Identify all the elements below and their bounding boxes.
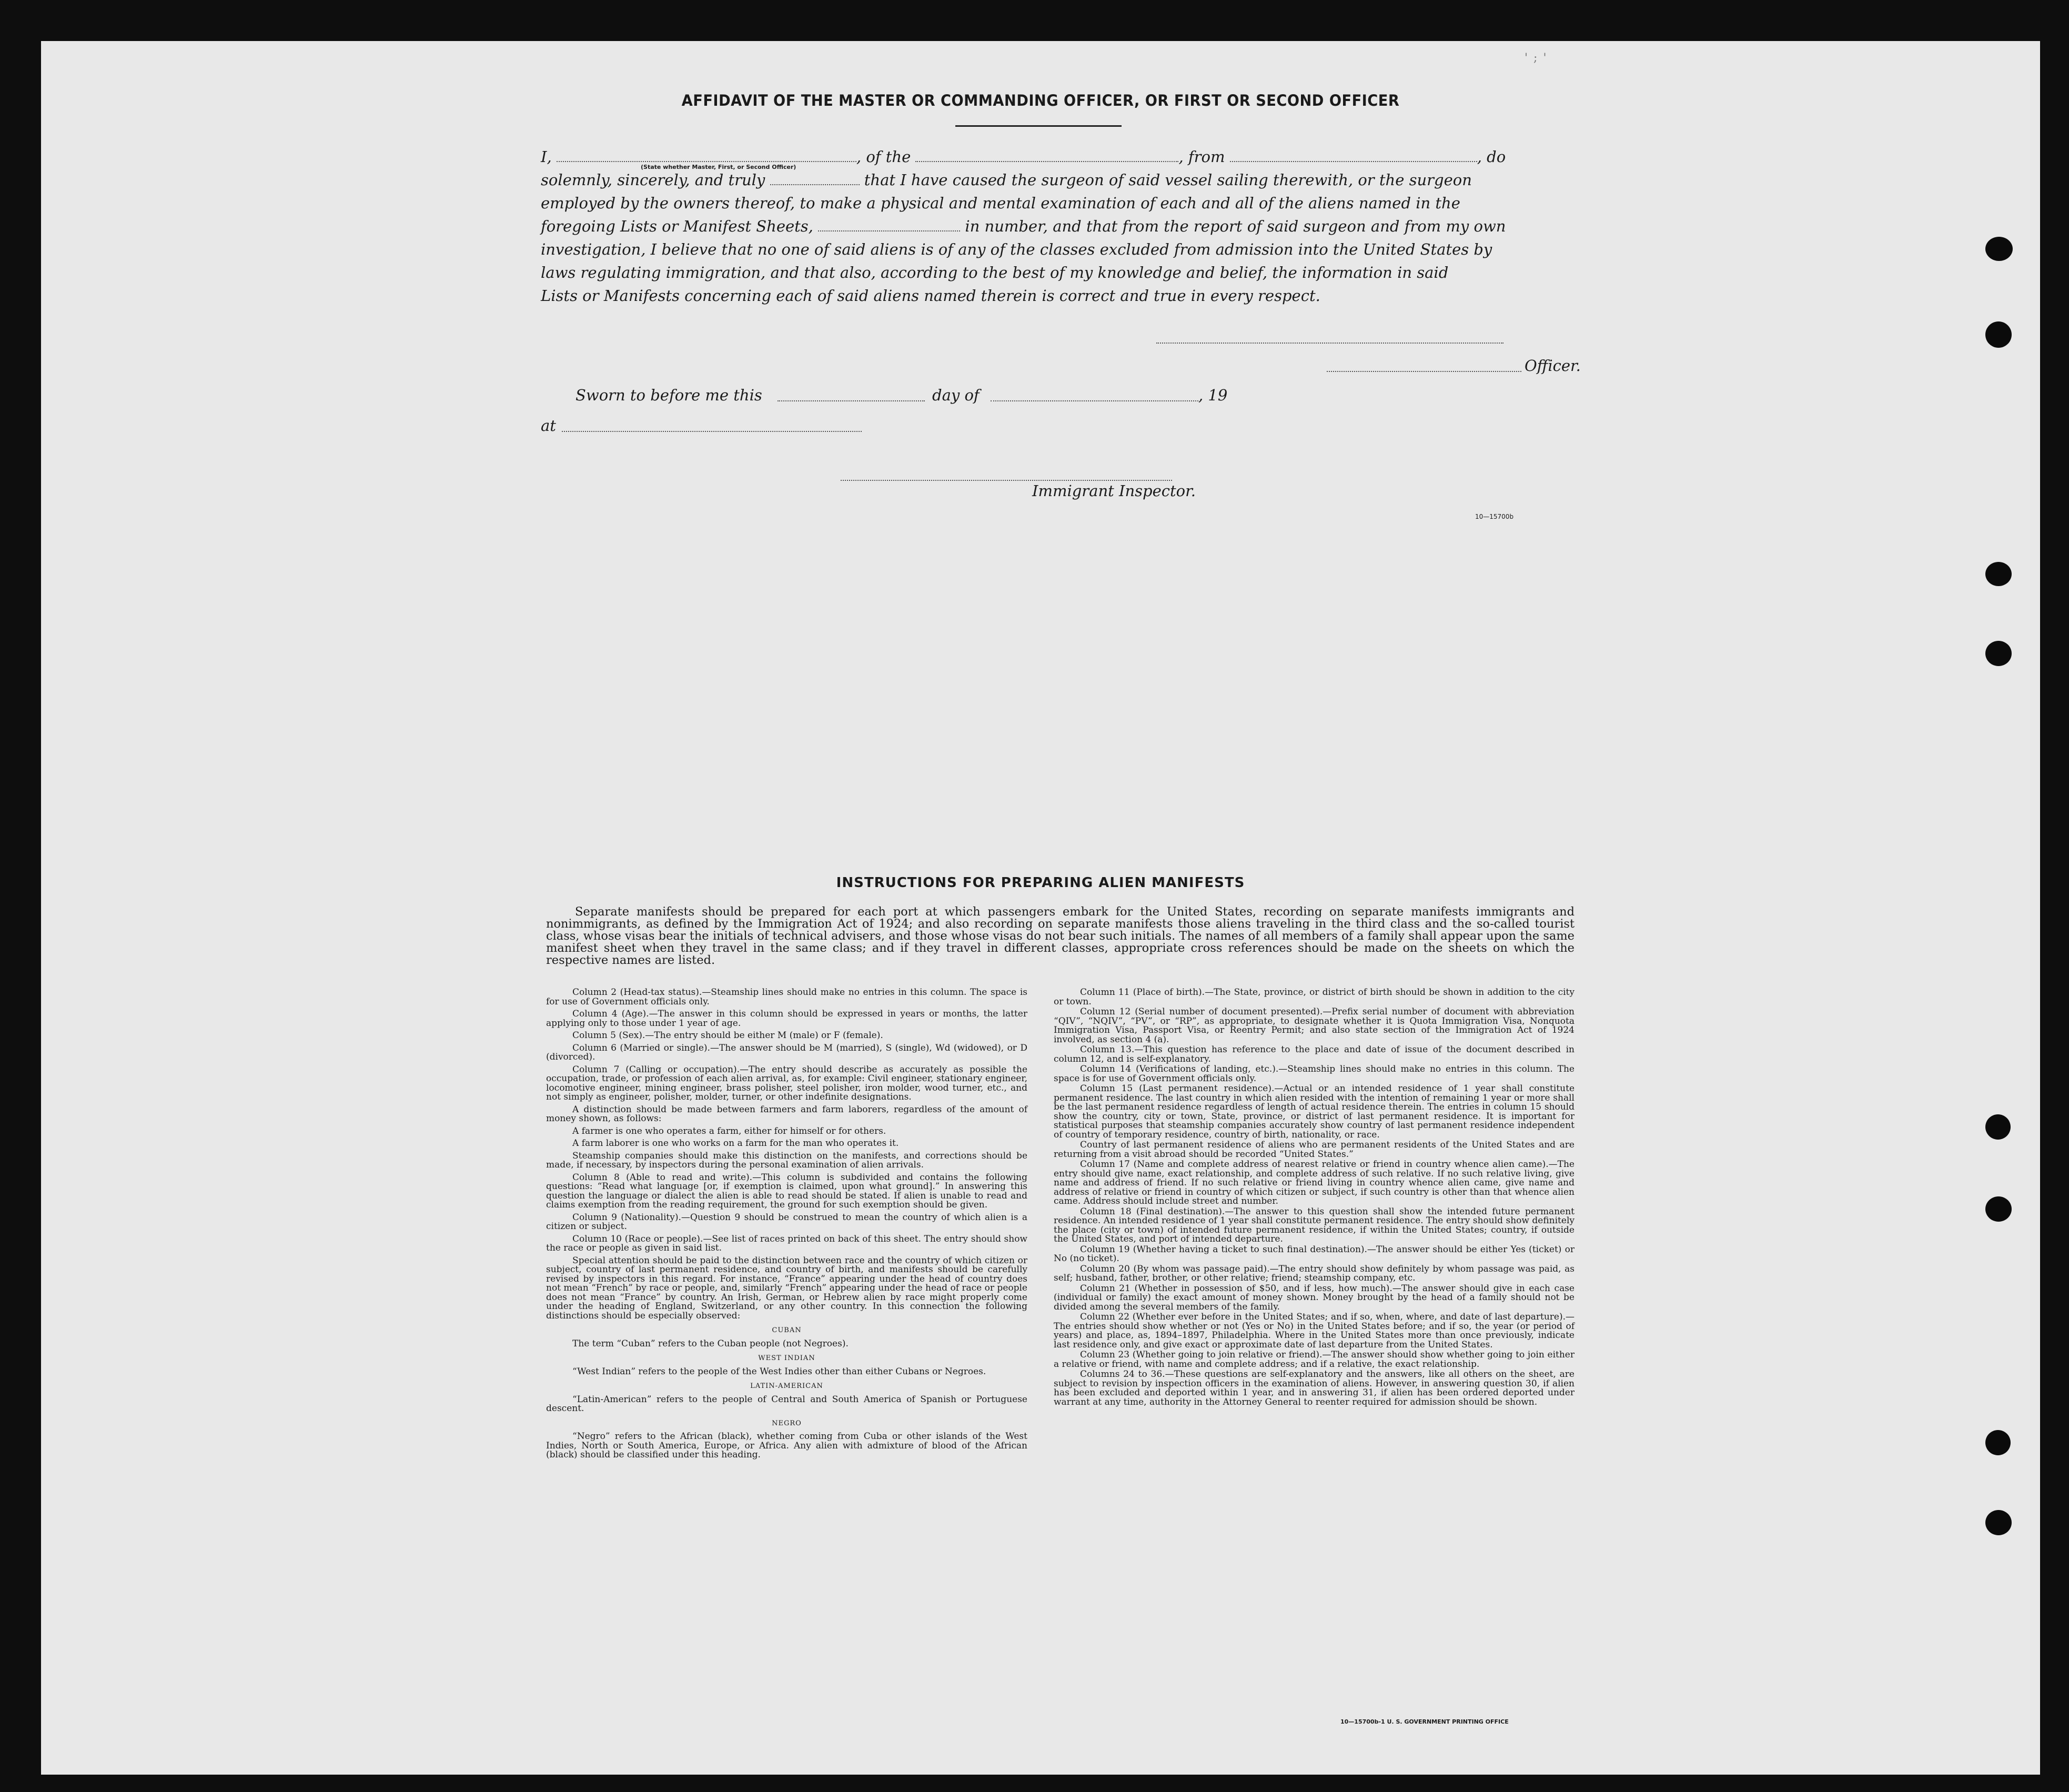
text-of-the: , of the: [856, 148, 911, 166]
instruction-paragraph: A farm laborer is one who works on a farm for the man who operates it.: [572, 1138, 899, 1149]
instruction-paragraph: Column 6 (Married or single).—The answer should be M (married), S (single), Wd (widowed), or D (divorced).: [546, 1042, 1027, 1062]
instruction-paragraph: Column 19 (Whether having a ticket to such final destination).—The answer should be either Yes (ticket) or No (no ticket).: [1054, 1244, 1575, 1264]
sworn-label: Sworn to before me this: [576, 386, 762, 404]
printing-office-footer: 10—15700b-1 U. S. GOVERNMENT PRINTING OFFICE: [1340, 1718, 1509, 1725]
affidavit-line-3: employed by the owners thereof, to make a physical and mental examination of each and all of the aliens named in the: [541, 194, 1460, 212]
text-solemnly: solemnly, sincerely, and truly: [541, 171, 765, 189]
latin-american-heading: LATIN-AMERICAN: [750, 1382, 823, 1390]
text-do: , do: [1477, 148, 1506, 166]
affidavit-line-5: investigation, I believe that no one of said aliens is of any of the classes excluded from admission into the United States by: [541, 240, 1492, 258]
instruction-paragraph: Column 18 (Final destination).—The answer to this question shall show the intended future permanent residence. An intended residence of 1 year shall constitute permanent residence. The entry should show definitely the place (city or town) of intended future permanent residence, if within the United States; country, if outside the United States, and port of intended departure.: [1054, 1206, 1575, 1244]
binder-hole: [1985, 1114, 2011, 1140]
affidavit-line-2: [541, 168, 1580, 192]
instruction-paragraph: Column 5 (Sex).—The entry should be either M (male) or F (female).: [572, 1030, 883, 1041]
binder-hole: [1985, 1430, 2011, 1455]
vessel-name-field[interactable]: [915, 148, 1178, 162]
binder-hole: [1985, 321, 2012, 348]
form-number: 10—15700b: [1475, 513, 1514, 520]
west-indian-heading: WEST INDIAN: [758, 1354, 815, 1362]
latin-american-definition: “Latin-American” refers to the people of Central and South America of Spanish or Portuguese descent.: [546, 1394, 1027, 1414]
year-prefix-label: , 19: [1198, 386, 1228, 404]
text-foregoing: foregoing Lists or Manifest Sheets,: [541, 217, 813, 235]
affidavit-title: AFFIDAVIT OF THE MASTER OR COMMANDING OFFICER, OR FIRST OR SECOND OFFICER: [681, 92, 1400, 109]
instruction-paragraph: Column 2 (Head-tax status).—Steamship lines should make no entries in this column. The space is for use of Government officials only.: [546, 987, 1027, 1007]
sworn-day-field[interactable]: [778, 400, 925, 401]
instruction-paragraph: Column 14 (Verifications of landing, etc.).—Steamship lines should make no entries in this column. The space is for use of Government officials only.: [1054, 1064, 1575, 1084]
negro-heading: NEGRO: [772, 1419, 802, 1427]
text-in-number: in number, and that from the report of said surgeon and from my own: [965, 217, 1506, 235]
west-indian-definition: “West Indian” refers to the people of the West Indies other than either Cubans or Negroes.: [572, 1366, 986, 1377]
at-label: at: [541, 417, 556, 435]
instructions-title: INSTRUCTIONS FOR PREPARING ALIEN MANIFESTS: [836, 875, 1245, 891]
instruction-paragraph: Column 12 (Serial number of document presented).—Prefix serial number of document with abbreviation “QIV”, “NQIV”, “PV”, or “RP”, as appropriate, to designate whether it is Quota Immigration Visa, Nonquota Immigration Visa, Passport Visa, or Reentry Permit; and also state section of the Immigration Act of 1924 involved, as section 4 (a).: [1054, 1006, 1575, 1045]
instruction-paragraph: Column 20 (By whom was passage paid).—The entry should show definitely by whom passage was paid, as self; husband, father, brother, or other relative; friend; steamship company, etc.: [1054, 1263, 1575, 1283]
sworn-month-field[interactable]: [991, 400, 1198, 401]
instruction-paragraph: Column 8 (Able to read and write).—This column is subdivided and contains the following questions: “Read what language [or, if exemption is claimed, upon what ground].” In answering this question the language or dialect the alien is able to read should be stated. If alien is unable to read and claims exemption from the reading requirement, the ground for such exemption should be given.: [546, 1172, 1027, 1210]
day-of-label: day of: [932, 386, 980, 404]
instruction-paragraph: A farmer is one who operates a farm, either for himself or for others.: [572, 1125, 886, 1136]
instruction-paragraph: Country of last permanent residence of aliens who are permanent residents of the United States and are returning from a visit abroad should be recorded “United States.”: [1054, 1140, 1575, 1160]
officer-rank-field[interactable]: [557, 148, 856, 162]
instruction-paragraph: Steamship companies should make this distinction on the manifests, and corrections should be made, if necessary, by inspectors during the personal examination of alien arrivals.: [546, 1150, 1027, 1170]
negro-definition: “Negro” refers to the African (black), whether coming from Cuba or other islands of the West Indies, North or South America, Europe, or Africa. Any alien with admixture of blood of the African (black) should be classified under this heading.: [546, 1431, 1027, 1460]
text-surgeon: that I have caused the surgeon of said vessel sailing therewith, or the surgeon: [864, 171, 1472, 189]
text-i: I,: [541, 148, 552, 166]
affidavit-line-7: Lists or Manifests concerning each of said aliens named therein is correct and true in every respect.: [541, 287, 1320, 305]
cuban-heading: CUBAN: [772, 1326, 802, 1334]
instruction-paragraph: Special attention should be paid to the distinction between race and the country of which citizen or subject, country of last permanent residence, and country of birth, and manifests should be carefully revised by inspectors in this regard. For instance, “France” appearing under the head of country does not mean “French” by race or people, and, similarly “French” appearing under the head of race or people does not mean “France” by country. An Irish, German, or Hebrew alien by race might properly come under the heading of England, Switzerland, or any other country. In this connection the following distinctions should be especially observed:: [546, 1255, 1027, 1321]
affidavit-line-4: [541, 215, 1580, 238]
sworn-place-field[interactable]: [562, 431, 862, 432]
instructions-intro: Separate manifests should be prepared for each port at which passengers embark for the United States, recording on separate manifests immigrants and nonimmigrants, as defined by the Immigration Act of 1924; and also recording on separate manifests those aliens traveling in the third class and the so-called tourist class, whose visas bear the initials of technical advisers, and those whose visas do not bear such initials. The names of all members of a family shall appear upon the same manifest sheet when they travel in the same class; and if they travel in different classes, appropriate cross references should be made on the sheets on which the respective names are listed.: [546, 905, 1575, 967]
corner-marks: ' ; ': [1525, 52, 1548, 65]
text-from: , from: [1178, 148, 1225, 166]
instruction-paragraph: Column 23 (Whether going to join relative or friend).—The answer should show whether going to join either a relative or friend, with name and complete address; and if a relative, the exact relationship.: [1054, 1350, 1575, 1370]
sheet-count-field[interactable]: [818, 218, 960, 231]
cuban-definition: The term “Cuban” refers to the Cuban people (not Negroes).: [572, 1338, 849, 1349]
inspector-label: Immigrant Inspector.: [1032, 482, 1196, 500]
instruction-paragraph: Column 4 (Age).—The answer in this column should be expressed in years or months, the latter applying only to those under 1 year of age.: [546, 1009, 1027, 1029]
manifest-sheet: [41, 41, 2040, 1775]
title-rule: [955, 125, 1122, 127]
binder-hole: [1985, 237, 2013, 261]
officer-label: Officer.: [1525, 357, 1581, 375]
instructions-right-column: [1054, 988, 1575, 1408]
instruction-paragraph: Column 13.—This question has reference to the place and date of issue of the document described in column 12, and is self-explanatory.: [1054, 1044, 1575, 1064]
instruction-paragraph: Column 11 (Place of birth).—The State, province, or district of birth should be shown in addition to the city or town.: [1054, 987, 1575, 1007]
instruction-paragraph: Column 17 (Name and complete address of nearest relative or friend in country whence alien came).—The entry should give name, exact relationship, and complete address of such relative. If no such relative living, give name and address of friend. If no such relative or friend living in country whence alien came, give name and address of relative or friend in country of which citizen or subject, if such country is other than that whence alien came. Address should include street and number.: [1054, 1159, 1575, 1206]
signature-line[interactable]: [1156, 343, 1503, 344]
affidavit-line-6: laws regulating immigration, and that also, according to the best of my knowledge and belief, the information in said: [541, 264, 1449, 281]
binder-hole: [1985, 1510, 2012, 1535]
officer-rank-note: (State whether Master, First, or Second Officer): [641, 164, 796, 170]
instruction-paragraph: Column 22 (Whether ever before in the United States; and if so, when, where, and date of last departure).—The entries should show whether or not (Yes or No) in the United States before; and if so, the year (or period of years) and place, as, 1894–1897, Philadelphia. Where in the United States more than once previously, indicate last residence only, and give exact or approximate date of last departure from the United States.: [1054, 1312, 1575, 1350]
binder-hole: [1985, 641, 2012, 666]
from-port-field[interactable]: [1230, 148, 1477, 162]
instruction-paragraph: Columns 24 to 36.—These questions are self-explanatory and the answers, like all others on the sheet, are subject to revision by inspection officers in the examination of aliens. However, in answering question 30, if alien has been excluded and deported within 1 year, and in answering 31, if alien has been ordered deported under warrant at any time, authority in the Attorney General to reenter required for admission should be shown.: [1054, 1369, 1575, 1407]
officer-signature-field[interactable]: [1327, 371, 1521, 372]
swear-affirm-field[interactable]: [770, 172, 860, 185]
instruction-paragraph: Column 9 (Nationality).—Question 9 should be construed to mean the country of which alien is a citizen or subject.: [546, 1212, 1027, 1232]
instructions-left-column: [546, 988, 1027, 1463]
inspector-signature-field[interactable]: [841, 480, 1172, 481]
instruction-paragraph: Column 10 (Race or people).—See list of races printed on back of this sheet. The entry should show the race or people as given in said list.: [546, 1233, 1027, 1253]
instruction-paragraph: Column 15 (Last permanent residence).—Actual or an intended residence of 1 year shall constitute permanent residence. The last country in which alien resided with the intention of remaining 1 year or more shall be the last permanent residence regardless of length of actual residence therein. The entries in column 15 should show the country, city or town, State, province, or district of last permanent residence. It is important for statistical purposes that steamship companies accurately show country of last permanent residence independent of country of temporary residence, country of birth, nationality, or race.: [1054, 1083, 1575, 1140]
binder-hole: [1985, 1196, 2012, 1222]
binder-hole: [1985, 562, 2012, 586]
instruction-paragraph: A distinction should be made between farmers and farm laborers, regardless of the amount of money shown, as follows:: [546, 1104, 1027, 1124]
instruction-paragraph: Column 21 (Whether in possession of $50, and if less, how much).—The answer should give in each case (individual or family) the exact amount of money shown. Money brought by the head of a family should not be divided among the several members of the family.: [1054, 1283, 1575, 1312]
instruction-paragraph: Column 7 (Calling or occupation).—The entry should describe as accurately as possible the occupation, trade, or profession of each alien arrival, as, for example: Civil engineer, stationary engineer, locomotive engineer, mining engineer, brass polisher, steel polisher, iron molder, wood turner, etc., and not simply as engineer, polisher, molder, turner, or other indefinite designations.: [546, 1064, 1027, 1102]
